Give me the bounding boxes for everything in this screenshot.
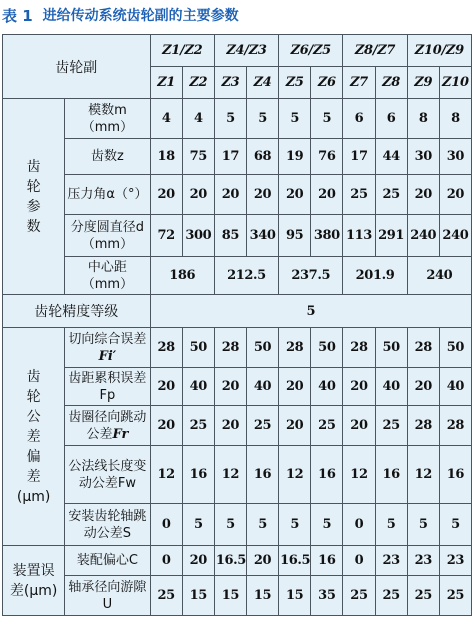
table-cell: 20 xyxy=(214,175,246,215)
header-pair: Z10/Z9 xyxy=(407,35,471,67)
table-cell: 20 xyxy=(182,175,214,215)
table-cell: 23 xyxy=(439,546,471,576)
table-cell: 15 xyxy=(246,576,278,616)
table-cell: 15 xyxy=(279,576,311,616)
table-cell: 5 xyxy=(246,504,278,546)
table-cell: 25 xyxy=(311,406,343,446)
table-cell: 40 xyxy=(375,368,407,406)
table-cell: 240 xyxy=(407,257,471,295)
table-row xyxy=(3,175,472,215)
table-cell: 113 xyxy=(343,215,375,257)
table-cell: 20 xyxy=(311,175,343,215)
table-cell: 28 xyxy=(407,406,439,446)
table-cell: 237.5 xyxy=(279,257,343,295)
table-cell: 186 xyxy=(150,257,214,295)
table-cell: 85 xyxy=(214,215,246,257)
row-label-assembly-eccentricity: 装配偏心C xyxy=(65,546,150,576)
table-cell: 28 xyxy=(407,328,439,368)
table-cell: 212.5 xyxy=(214,257,278,295)
table-cell: 5 xyxy=(439,504,471,546)
header-pair: Z4/Z3 xyxy=(214,35,278,67)
table-cell: 12 xyxy=(279,446,311,504)
table-cell: 20 xyxy=(407,368,439,406)
table-cell: 23 xyxy=(375,546,407,576)
header-pair: Z8/Z7 xyxy=(343,35,407,67)
table-cell: 50 xyxy=(375,328,407,368)
table-cell: 340 xyxy=(246,215,278,257)
row-label-base-tangent-variation: 公法线长度变动公差Fw xyxy=(65,446,150,504)
table-cell: 8 xyxy=(407,99,439,139)
table-cell: 8 xyxy=(439,99,471,139)
table-row xyxy=(3,576,472,616)
table-cell: 20 xyxy=(279,406,311,446)
table-cell: 50 xyxy=(182,328,214,368)
table-cell: 12 xyxy=(214,446,246,504)
row-label-teeth: 齿数z xyxy=(65,139,150,175)
table-cell: 50 xyxy=(246,328,278,368)
table-cell: 72 xyxy=(150,215,182,257)
table-cell: 23 xyxy=(407,546,439,576)
table-cell: 5 xyxy=(279,99,311,139)
header-gear: Z1 xyxy=(150,67,182,99)
table-cell: 16 xyxy=(439,446,471,504)
table-cell: 25 xyxy=(439,576,471,616)
table-cell: 5 xyxy=(311,99,343,139)
table-cell: 25 xyxy=(150,576,182,616)
table-cell: 20 xyxy=(279,175,311,215)
table-row xyxy=(3,257,472,295)
header-gear: Z4 xyxy=(246,67,278,99)
table-cell: 5 xyxy=(182,504,214,546)
table-row xyxy=(3,368,472,406)
table-cell: 17 xyxy=(343,139,375,175)
table-cell: 40 xyxy=(246,368,278,406)
table-row xyxy=(3,504,472,546)
row-label-radial-runout xyxy=(65,406,150,446)
table-cell: 4 xyxy=(182,99,214,139)
table-cell: 75 xyxy=(182,139,214,175)
table-cell: 5 xyxy=(311,504,343,546)
table-row xyxy=(3,546,472,576)
table-cell: 20 xyxy=(343,368,375,406)
row-label-precision-grade: 齿轮精度等级 xyxy=(3,295,151,328)
table-row xyxy=(3,295,472,328)
table-cell: 15 xyxy=(214,576,246,616)
table-cell: 291 xyxy=(375,215,407,257)
header-gear: Z7 xyxy=(343,67,375,99)
row-label-pitch-diameter: 分度圆直径d（mm） xyxy=(65,215,150,257)
table-cell: 20 xyxy=(246,546,278,576)
table-cell: 18 xyxy=(150,139,182,175)
table-cell: 20 xyxy=(407,175,439,215)
header-gear: Z8 xyxy=(375,67,407,99)
table-cell: 0 xyxy=(150,504,182,546)
table-cell: 40 xyxy=(439,368,471,406)
table-cell: 25 xyxy=(375,576,407,616)
label-text: 切向综合误差 xyxy=(68,331,147,347)
table-cell: 16 xyxy=(182,446,214,504)
table-cell: 0 xyxy=(150,546,182,576)
header-pair: Z1/Z2 xyxy=(150,35,214,67)
table-cell: 20 xyxy=(182,546,214,576)
header-row-pairs xyxy=(3,35,472,67)
row-label-pressure-angle: 压力角α（°） xyxy=(65,175,150,215)
table-cell: 40 xyxy=(311,368,343,406)
row-label-bearing-radial-play: 轴承径向游隙U xyxy=(65,576,150,616)
table-cell: 6 xyxy=(375,99,407,139)
table-cell: 16 xyxy=(375,446,407,504)
table-cell: 25 xyxy=(343,576,375,616)
table-cell: 25 xyxy=(375,406,407,446)
table-cell: 380 xyxy=(311,215,343,257)
table-cell: 4 xyxy=(150,99,182,139)
table-cell: 5 xyxy=(246,99,278,139)
header-gear: Z5 xyxy=(279,67,311,99)
table-row xyxy=(3,328,472,368)
table-cell: 240 xyxy=(407,215,439,257)
table-cell: 25 xyxy=(343,175,375,215)
table-cell: 5 xyxy=(407,504,439,546)
table-row xyxy=(3,99,472,139)
header-gear: Z10 xyxy=(439,67,471,99)
row-label-center-distance: 中心距（mm） xyxy=(65,257,150,295)
table-cell: 68 xyxy=(246,139,278,175)
table-cell: 25 xyxy=(407,576,439,616)
table-row xyxy=(3,139,472,175)
table-cell: 25 xyxy=(182,406,214,446)
table-cell: 44 xyxy=(375,139,407,175)
table-cell: 5 xyxy=(214,99,246,139)
table-cell: 16.5 xyxy=(279,546,311,576)
group-label-gear-params: 齿 轮 参 数 xyxy=(3,99,65,295)
table-cell: 17 xyxy=(214,139,246,175)
table-cell: 25 xyxy=(375,175,407,215)
table-cell: 20 xyxy=(246,175,278,215)
table-row xyxy=(3,215,472,257)
table-row xyxy=(3,406,472,446)
table-cell: 201.9 xyxy=(343,257,407,295)
table-cell: 28 xyxy=(439,406,471,446)
table-cell: 300 xyxy=(182,215,214,257)
table-cell: 12 xyxy=(150,446,182,504)
table-cell: 20 xyxy=(214,406,246,446)
gear-parameter-table xyxy=(2,34,472,616)
table-cell: 28 xyxy=(150,328,182,368)
row-label-cumulative-pitch-error: 齿距累积误差Fp xyxy=(65,368,150,406)
table-cell: 16 xyxy=(311,446,343,504)
row-label-module: 模数m（mm） xyxy=(65,99,150,139)
table-cell: 20 xyxy=(439,175,471,215)
header-corner: 齿轮副 xyxy=(3,35,151,99)
label-symbol: Fr xyxy=(112,426,129,442)
table-cell: 50 xyxy=(311,328,343,368)
row-label-shaft-runout: 安装齿轮轴跳动公差S xyxy=(65,504,150,546)
group-label-installation-error: 装置误 差(μm) xyxy=(3,546,65,616)
table-cell: 5 xyxy=(214,504,246,546)
table-cell: 95 xyxy=(279,215,311,257)
table-cell: 28 xyxy=(279,328,311,368)
table-row xyxy=(3,446,472,504)
table-caption xyxy=(2,4,239,26)
table-number: 表 1 xyxy=(2,6,33,25)
table-cell: 5 xyxy=(375,504,407,546)
table-cell: 15 xyxy=(182,576,214,616)
group-label-tolerance: 齿 轮 公 差 偏 差 (μm) xyxy=(3,328,65,546)
header-gear: Z9 xyxy=(407,67,439,99)
table-cell: 12 xyxy=(407,446,439,504)
table-cell: 5 xyxy=(279,504,311,546)
header-gear: Z2 xyxy=(182,67,214,99)
table-cell: 20 xyxy=(150,406,182,446)
table-cell: 20 xyxy=(279,368,311,406)
table-cell: 20 xyxy=(150,175,182,215)
table-cell: 16 xyxy=(311,546,343,576)
table-cell: 50 xyxy=(439,328,471,368)
table-cell: 5 xyxy=(150,295,471,328)
table-cell: 28 xyxy=(214,328,246,368)
table-cell: 35 xyxy=(311,576,343,616)
row-label-tangential-error xyxy=(65,328,150,368)
table-cell: 12 xyxy=(343,446,375,504)
label-symbol: Fi′ xyxy=(98,348,117,364)
table-cell: 19 xyxy=(279,139,311,175)
table-cell: 16.5 xyxy=(214,546,246,576)
table-cell: 20 xyxy=(343,406,375,446)
header-gear: Z3 xyxy=(214,67,246,99)
table-cell: 240 xyxy=(439,215,471,257)
table-cell: 25 xyxy=(246,406,278,446)
table-cell: 16 xyxy=(246,446,278,504)
table-title: 进给传动系统齿轮副的主要参数 xyxy=(42,8,239,24)
table-cell: 40 xyxy=(182,368,214,406)
label-text: 齿圈径向跳动公差 xyxy=(68,409,147,442)
table-cell: 76 xyxy=(311,139,343,175)
table-cell: 20 xyxy=(214,368,246,406)
table-cell: 0 xyxy=(343,546,375,576)
table-cell: 28 xyxy=(343,328,375,368)
table-cell: 30 xyxy=(407,139,439,175)
table-cell: 6 xyxy=(343,99,375,139)
header-gear: Z6 xyxy=(311,67,343,99)
table-cell: 0 xyxy=(343,504,375,546)
header-pair: Z6/Z5 xyxy=(279,35,343,67)
table-cell: 30 xyxy=(439,139,471,175)
table-cell: 20 xyxy=(150,368,182,406)
